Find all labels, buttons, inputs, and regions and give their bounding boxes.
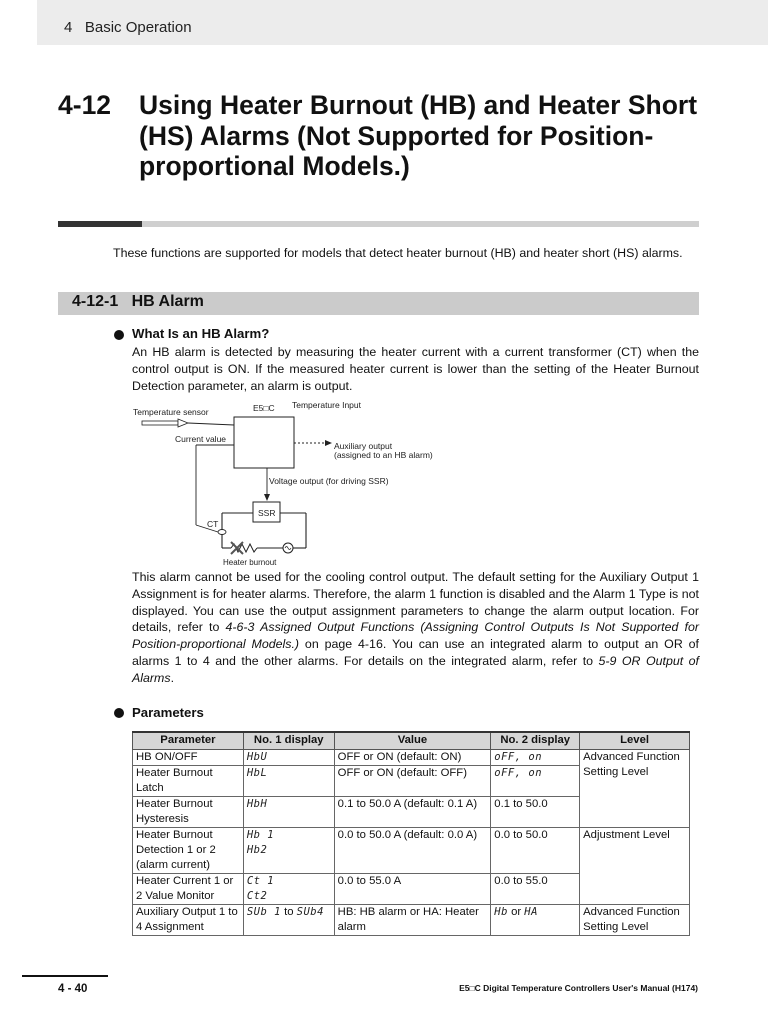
chapter-header: 4 Basic Operation (64, 19, 192, 36)
burnout-x-icon (231, 542, 243, 554)
parameters-table (132, 731, 690, 936)
table-header-row (133, 732, 690, 749)
column-header: No. 2 display (491, 732, 580, 749)
temp-input-label: Temperature Input (292, 400, 361, 410)
no2-display: HA (524, 905, 538, 918)
no1-display: Hb 1 (246, 828, 275, 841)
bullet-icon (114, 708, 124, 718)
param-value: OFF or ON (default: OFF) (334, 765, 491, 796)
no1-display: SUb4 (296, 905, 324, 918)
table-row (133, 827, 690, 873)
parameters-heading: Parameters (132, 705, 204, 720)
title-rule (58, 221, 142, 227)
param-value: OFF or ON (default: ON) (334, 749, 491, 765)
aux-output-label: Auxiliary output (334, 441, 393, 451)
intro-paragraph: These functions are supported for models that detect heater burnout (HB) and heater short (HS) alarms. (113, 246, 683, 260)
what-is-paragraph: An HB alarm is detected by measuring the heater current with a current transformer (CT) when the control output is ON. If the measured heater current is lower than the setting of the Heater Burnout Detection parameter, an alarm is output. (132, 345, 699, 393)
no2-display: 0.0 to 50.0 (491, 827, 580, 873)
param-name: Heater Current 1 or 2 Value Monitor (133, 873, 244, 904)
alarm-note-paragraph: This alarm cannot be used for the cooling control output. The default setting for the Auxiliary Output 1 Assignment is for heater alarms. Therefore, the alarm 1 function is disabled and the Alarm 1 Type is not displayed. You can use the output assignment parameters to change the alarm output location. For details, refer to 4-6-3 Assigned Output Functions (Assigning Control Outputs Is Not Supported for Position-proportional Models.) on page 4-16. You can use an integrated alarm to output an OR of alarms 1 to 4 and the other alarms. For details on the integrated alarm, refer to 5-9 OR Output of Alarms. (132, 570, 700, 685)
cross-reference-link: 5-9 OR Output of Alarms (132, 653, 700, 685)
footer-rule (22, 975, 108, 977)
temp-sensor-label: Temperature sensor (133, 407, 209, 417)
ct-icon (218, 530, 226, 535)
title-number: 4-12 (58, 90, 112, 120)
no2-display: 0.0 to 55.0 (491, 873, 580, 904)
no1-display: Ct2 (246, 889, 268, 902)
sensor-tip-icon (178, 419, 188, 427)
aux-arrow-icon (325, 440, 332, 446)
cross-reference-link: 4-6-3 Assigned Output Functions (Assigning Control Outputs Is Not Supported for Position-proportional Models.) (132, 620, 699, 652)
level-cell: Adjustment Level (580, 827, 690, 904)
no1-display: Hb2 (246, 843, 268, 856)
param-name: Heater Burnout Hysteresis (133, 796, 244, 827)
param-name: Heater Burnout Latch (133, 765, 244, 796)
aux-output-note: (assigned to an HB alarm) (334, 450, 433, 460)
no2-display: oFF, on (494, 750, 543, 763)
hb-alarm-diagram (130, 398, 450, 570)
param-value: 0.0 to 55.0 A (334, 873, 491, 904)
param-name: HB ON/OFF (133, 749, 244, 765)
no2-display: oFF, on (494, 766, 543, 779)
column-header: No. 1 display (243, 732, 334, 749)
no1-display: HbU (246, 750, 268, 763)
no1-display: SUb 1 (246, 905, 281, 918)
no2-display: Hb (494, 905, 508, 918)
manual-title: E5□C Digital Temperature Controllers User's Manual (H174) (459, 983, 698, 993)
column-header: Parameter (133, 732, 244, 749)
controller-label: E5□C (253, 403, 275, 413)
no1-display: HbL (246, 766, 268, 779)
voltage-output-label: Voltage output (for driving SSR) (269, 476, 389, 486)
no2-display: 0.1 to 50.0 (491, 796, 580, 827)
column-header: Value (334, 732, 491, 749)
param-name: Heater Burnout Detection 1 or 2 (alarm current) (133, 827, 244, 873)
heater-burnout-label: Heater burnout (223, 558, 277, 567)
no1-display: Ct 1 (246, 874, 275, 887)
what-is-heading: What Is an HB Alarm? (132, 326, 270, 341)
ct-label: CT (207, 519, 219, 529)
bullet-icon (114, 330, 124, 340)
table-row: Auxiliary Output 1 to 4 Assignment SUb 1 to SUb4 HB: HB alarm or HA: Heater alarm Hb or HA Advanced Function Setting Level (133, 904, 690, 935)
param-value: 0.1 to 50.0 A (default: 0.1 A) (334, 796, 491, 827)
level-cell: Advanced Function Setting Level (580, 904, 690, 935)
ssr-label: SSR (258, 508, 276, 518)
controller-box (234, 417, 294, 468)
sensor-probe-icon (142, 421, 178, 425)
column-header: Level (580, 732, 690, 749)
level-cell: Advanced Function Setting Level (580, 749, 690, 827)
table-row (133, 749, 690, 765)
no1-display: HbH (246, 797, 268, 810)
param-value: 0.0 to 50.0 A (default: 0.0 A) (334, 827, 491, 873)
current-value-label: Current value (175, 434, 227, 444)
page-number: 4 - 40 (58, 983, 88, 995)
title-text: Using Heater Burnout (HB) and Heater Short (HS) Alarms (Not Supported for Position-proportional Models.) (139, 90, 698, 181)
param-name: Auxiliary Output 1 to 4 Assignment (133, 904, 244, 935)
title-rule-light (142, 221, 699, 227)
voltage-arrow-icon (264, 494, 270, 501)
section-title: 4-12-1 HB Alarm (72, 293, 204, 310)
param-value: HB: HB alarm or HA: Heater alarm (334, 904, 491, 935)
